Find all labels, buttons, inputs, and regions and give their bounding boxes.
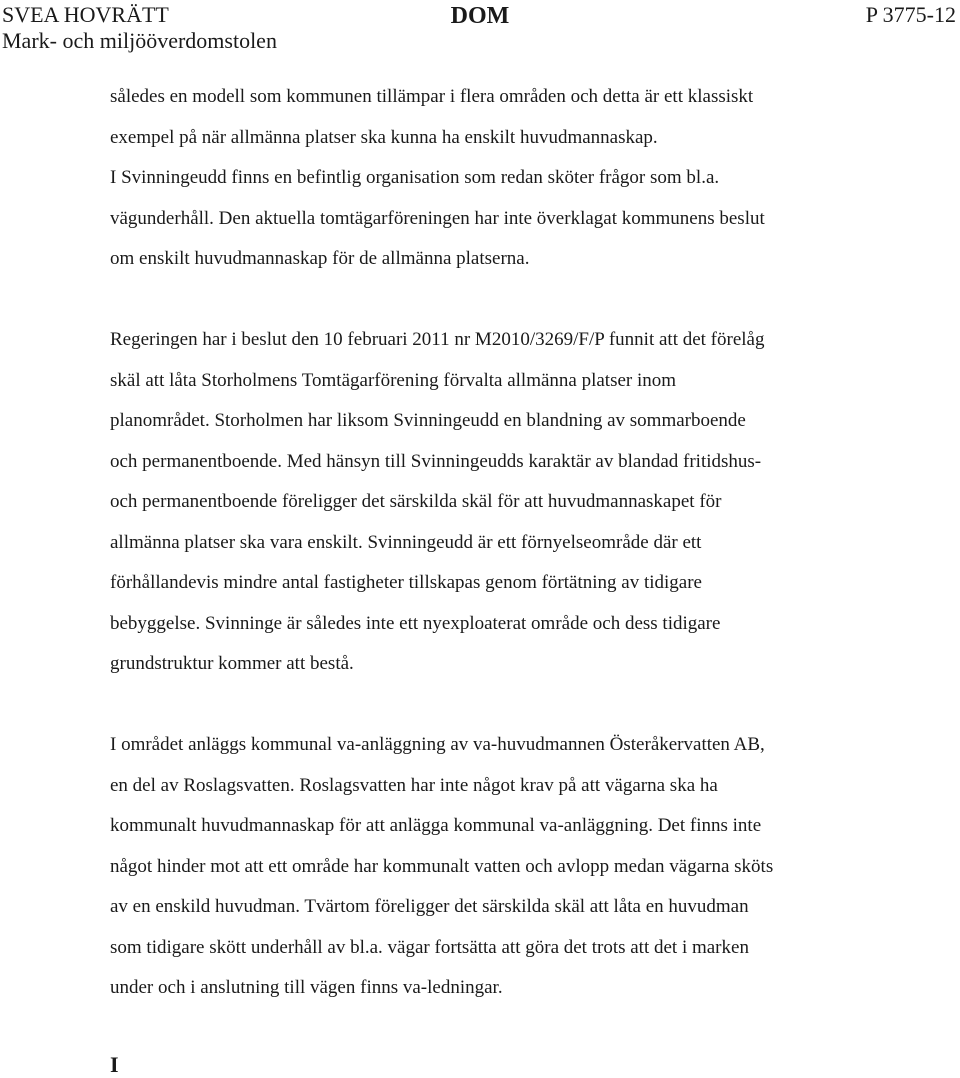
text-line: under och i anslutning till vägen finns va-ledningar. bbox=[110, 977, 503, 998]
text-line: skäl att låta Storholmens Tomtägarförening förvalta allmänna platser inom bbox=[110, 369, 677, 391]
text-line: vägunderhåll. Den aktuella tomtägarföreningen har inte överklagat kommunens beslut bbox=[110, 207, 765, 229]
text-line: förhållandevis mindre antal fastigheter tillskapas genom förtätning av tidigare bbox=[110, 572, 702, 593]
section-heading: I bbox=[110, 1052, 119, 1077]
text-line: således en modell som kommunen tillämpar i flera områden och detta är ett klassiskt bbox=[110, 86, 754, 107]
text-line: exempel på när allmänna platser ska kunna ha enskilt huvudmannaskap. bbox=[110, 126, 658, 148]
text-line: en del av Roslagsvatten. Roslagsvatten har inte något krav på att vägarna ska ha bbox=[110, 774, 718, 796]
text-line: bebyggelse. Svinninge är således inte ett nyexploaterat område och dess tidigare bbox=[110, 612, 721, 634]
text-line: och permanentboende föreligger det särskilda skäl för att huvudmannaskapet för bbox=[110, 491, 722, 512]
text-line: Regeringen har i beslut den 10 februari 2011 nr M2010/3269/F/P funnit att det förelåg bbox=[110, 329, 765, 350]
text-line: som tidigare skött underhåll av bl.a. vägar fortsätta att göra det trots att det i marken bbox=[110, 936, 749, 958]
document-header bbox=[0, 0, 960, 60]
text-line: grundstruktur kommer att bestå. bbox=[110, 653, 354, 674]
text-line: något hinder mot att ett område har kommunalt vatten och avlopp medan vägarna sköts bbox=[110, 855, 774, 877]
paragraph-1 bbox=[110, 77, 930, 280]
text-line: planområdet. Storholmen har liksom Svinningeudd en blandning av sommarboende bbox=[110, 410, 746, 431]
case-number: P 3775-12 bbox=[865, 2, 956, 27]
text-line: I området anläggs kommunal va-anläggning av va-huvudmannen Österåkervatten AB, bbox=[110, 734, 765, 755]
paragraph-3 bbox=[110, 725, 930, 1009]
court-name: SVEA HOVRÄTT bbox=[2, 2, 169, 27]
text-line: kommunalt huvudmannaskap för att anlägga kommunal va-anläggning. Det finns inte bbox=[110, 815, 762, 836]
court-division: Mark- och miljööverdomstolen bbox=[2, 28, 277, 53]
paragraph-2 bbox=[110, 320, 930, 685]
document-type-title: DOM bbox=[450, 3, 510, 29]
text-line: om enskilt huvudmannaskap för de allmänna platserna. bbox=[110, 248, 530, 269]
text-line: av en enskild huvudman. Tvärtom föreligger det särskilda skäl att låta en huvudman bbox=[110, 896, 749, 917]
text-line: allmänna platser ska vara enskilt. Svinningeudd är ett förnyelseområde där ett bbox=[110, 531, 702, 553]
text-line: I Svinningeudd finns en befintlig organisation som redan sköter frågor som bl.a. bbox=[110, 167, 720, 188]
document-body bbox=[110, 77, 930, 1009]
text-line: och permanentboende. Med hänsyn till Svinningeudds karaktär av blandad fritidshus- bbox=[110, 450, 762, 472]
